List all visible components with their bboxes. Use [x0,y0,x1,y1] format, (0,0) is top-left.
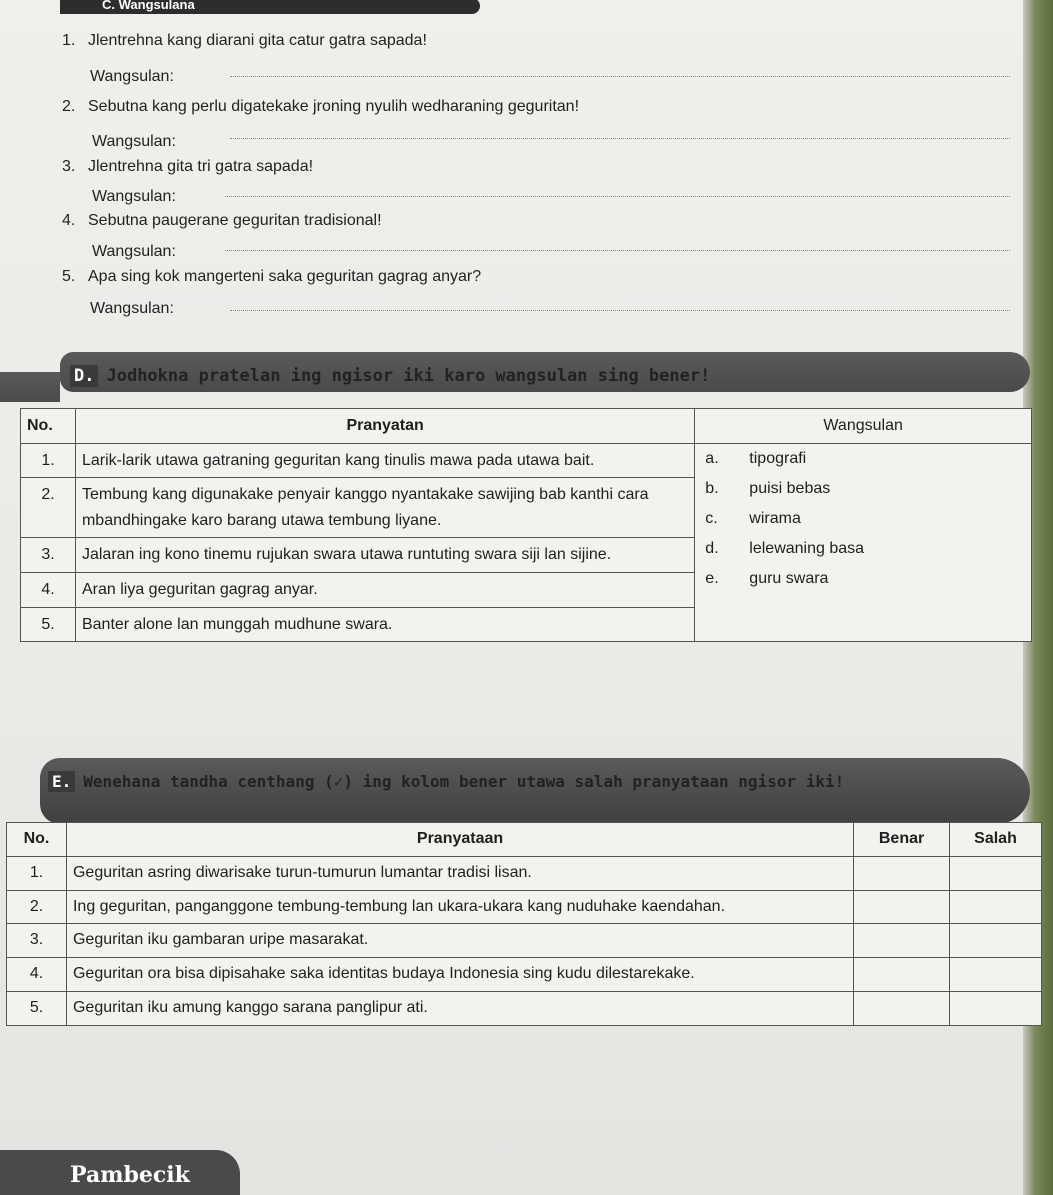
header-pranyataan: Pranyataan [66,823,853,857]
row-number: 5. [21,607,76,642]
benar-checkbox-cell[interactable] [854,991,950,1025]
row-statement: Geguritan asring diwarisake turun-tumurun lumantar tradisi lisan. [66,856,853,890]
matching-table-header [21,409,1032,444]
row-statement: Geguritan iku amung kanggo sarana panglipur ati. [66,991,853,1025]
row-number: 3. [21,538,76,573]
table-row [7,856,1042,890]
option-b: b. puisi bebas [705,479,831,497]
salah-checkbox-cell[interactable] [950,856,1042,890]
benar-checkbox-cell[interactable] [854,890,950,924]
section-d-banner-left [0,372,60,402]
question-3: 3. Jlentrehna gita tri gatra sapada! [62,158,314,175]
answer-line-4[interactable] [225,250,1010,251]
answer-label-5: Wangsulan: [90,300,174,317]
answer-line-1[interactable] [230,76,1010,77]
question-2: 2. Sebutna kang perlu digatekake jroning nyulih wedharaning geguritan! [62,98,580,115]
option-e: e. guru swara [705,569,829,587]
answer-line-3[interactable] [225,196,1010,197]
row-statement: Ing geguritan, panganggone tembung-tembung lan ukara-ukara kang nuduhake kaendahan. [66,890,853,924]
salah-checkbox-cell[interactable] [950,890,1042,924]
salah-checkbox-cell[interactable] [950,924,1042,958]
benar-checkbox-cell[interactable] [854,958,950,992]
salah-checkbox-cell[interactable] [950,958,1042,992]
row-number: 5. [7,991,67,1025]
answer-line-2[interactable] [230,138,1010,139]
table-row [21,443,1032,478]
option-d: d. lelewaning basa [705,539,865,557]
section-e-title: E. Wenehana tandha centhang (✓) ing kolom bener utawa salah pranyataan ngisor iki! [48,772,844,791]
header-no: No. [7,823,67,857]
row-number: 1. [7,856,67,890]
row-number: 4. [21,572,76,607]
header-benar: Benar [854,823,950,857]
answer-label-3: Wangsulan: [92,188,176,205]
header-pranyatan: Pranyatan [75,409,694,444]
answer-line-5[interactable] [230,310,1010,311]
row-statement: Banter alone lan munggah mudhune swara. [75,607,694,642]
row-number: 2. [21,478,76,538]
header-wangsulan: Wangsulan [695,409,1032,444]
true-false-table-header [7,823,1042,857]
row-statement: Tembung kang digunakake penyair kanggo nyantakake sawijing bab kanthi cara mbandhingake karo barang utawa tembung liyane. [75,478,694,538]
header-salah: Salah [950,823,1042,857]
option-a: a. tipografi [705,449,807,467]
pambecik-footer [0,1150,240,1195]
answer-label-2: Wangsulan: [92,133,176,150]
row-statement: Jalaran ing kono tinemu rujukan swara utawa runtuting swara siji lan sijine. [75,538,694,573]
table-row [7,890,1042,924]
question-1: 1. Jlentrehna kang diarani gita catur gatra sapada! [62,32,427,49]
pambecik-label: Pambecik [70,1162,190,1188]
section-e-banner [40,758,1030,824]
benar-checkbox-cell[interactable] [854,924,950,958]
answer-label-1: Wangsulan: [90,68,174,85]
section-d-title: D. Jodhokna pratelan ing ngisor iki karo wangsulan sing bener! [70,366,710,386]
row-statement: Geguritan ora bisa dipisahake saka identitas budaya Indonesia sing kudu dilestarekake. [66,958,853,992]
row-number: 1. [21,443,76,478]
table-row [7,958,1042,992]
salah-checkbox-cell[interactable] [950,991,1042,1025]
options-cell [695,443,1032,642]
row-number: 3. [7,924,67,958]
matching-table [20,408,1032,642]
row-number: 4. [7,958,67,992]
benar-checkbox-cell[interactable] [854,856,950,890]
answer-label-4: Wangsulan: [92,243,176,260]
true-false-table [6,822,1042,1026]
question-4: 4. Sebutna paugerane geguritan tradisional! [62,212,382,229]
question-5: 5. Apa sing kok mangerteni saka geguritan gagrag anyar? [62,268,482,285]
section-c-label: C. Wangsulana [102,0,195,12]
section-c-header [60,0,480,14]
row-statement: Aran liya geguritan gagrag anyar. [75,572,694,607]
option-c: c. wirama [705,509,801,527]
table-row [7,924,1042,958]
row-number: 2. [7,890,67,924]
header-no: No. [21,409,76,444]
row-statement: Larik-larik utawa gatraning geguritan kang tinulis mawa pada utawa bait. [75,443,694,478]
table-row [7,991,1042,1025]
row-statement: Geguritan iku gambaran uripe masarakat. [66,924,853,958]
